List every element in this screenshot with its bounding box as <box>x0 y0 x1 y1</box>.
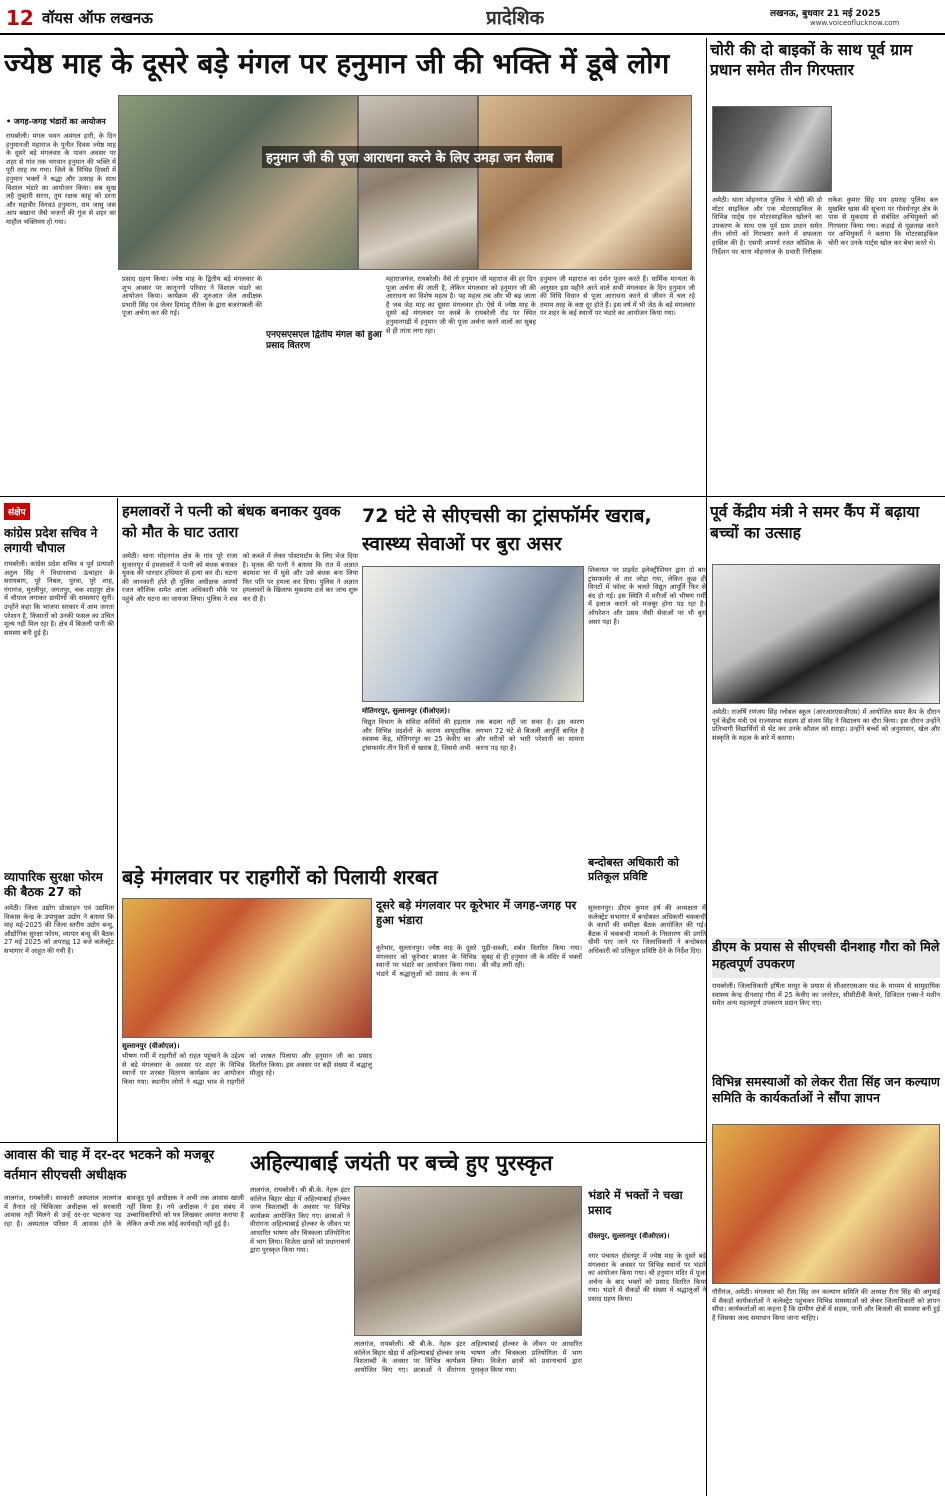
rita-text: गौरीगंज, अमेठी। मंगलवार को रीता सिंह जन कल्याण समिति की अध्यक्ष रीता सिंह की अगुवाई में सैकड़ों कार्यकर्ताओं ने कलेक्ट्रेट पहुंचकर विभिन्न समस्याओं को लेकर जिलाधिकारी को ज्ञापन सौंपा। कार्यकर्ताओं का कहना है कि ग्रामीण क्षेत्रों में सड़क, पानी और बिजली की समस्या बनी हुई है जिसका जल्द समाधान किया जाना चाहिए। <box>712 1288 940 1322</box>
lead-col4: हनुमान जी महाराज का दर्शन पूजन करते हैं। धार्मिक मान्यता के अनुसार इस महीने आने वाले सभी मंगलवार के दिन हनुमान जी की विधि विधान से पूजा आराधना करने से जीवन में चल रहे तमाम तरह के कष्ट दूर होते हैं। इस वर्ष में भी जेठ के बड़े मंगलवार पर शहर के कई स्थानों पर भंडारे का आयोजन किया गया। <box>540 275 695 318</box>
rita-headline: विभिन्न समस्याओं को लेकर रीता सिंह जन कल्याण समिति के कार्यकर्ताओं ने सौंपा ज्ञापन <box>712 1074 940 1105</box>
divider-2 <box>0 1142 706 1143</box>
camp-photo <box>712 564 940 704</box>
transformer-headline: 72 घंटे से सीएचसी का ट्रांसफॉर्मर खराब, स्वास्थ्य सेवाओं पर बुरा असर <box>362 505 652 555</box>
sankshep-h1: कांग्रेस प्रदेश सचिव ने लगायी चौपाल <box>4 526 98 555</box>
dm-headline: डीएम के प्रयास से सीएचसी दीनशाह गौरा को मिले महत्वपूर्ण उपकरण <box>712 938 940 978</box>
sharbat-photo <box>122 898 372 1038</box>
kurebhar-text: कूरेभार, सुल्तानपुर। ज्येष्ठ माह के दूसरे मंगलवार को कूरेभार बाजार के विभिन्न स्थानों पर भंडारे का आयोजन किया गया। भंडारे में श्रद्धालुओं को प्रसाद के रूप में पूड़ी-सब्जी, शर्बत वितरित किया गया। सुबह से ही हनुमान जी के मंदिर में भक्तों की भीड़ लगी रही। <box>376 944 582 978</box>
lead-photo-main <box>118 95 358 270</box>
lead-headline: ज्येष्ठ माह के दूसरे बड़े मंगल पर हनुमान जी की भक्ति में डूबे लोग <box>4 47 670 80</box>
ahilya-photo <box>354 1186 582 1336</box>
chori-photo <box>712 106 832 192</box>
sharbat-text: भीषण गर्मी में राहगीरों को राहत पहुंचाने के उद्देश्य से बड़े मंगलवार के अवसर पर शहर के विभिन्न स्थानों पर शरबत वितरण कार्यक्रम का आयोजन किया गया। स्थानीय लोगों ने श्रद्धा भाव से राहगीरों को शरबत पिलाया और हनुमान जी का प्रसाद वितरित किया। इस अवसर पर बड़ी संख्या में श्रद्धालु मौजूद रहे। <box>122 1052 372 1086</box>
sankshep-t2: अमेठी। जिला उद्योग प्रोत्साहन एवं उद्यमिता विकास केन्द्र के उपायुक्त उद्योग ने बताया कि माह मई-2025 की जिला स्तरीय उद्योग बन्धु, औद्योगिक सुरक्षा फोरम, व्यापार बन्धु की बैठक 27 मई 2025 को अपराह्न 12 बजे कलेक्ट्रेट सभागार में आहूत की गयी है। <box>4 904 114 955</box>
transformer-text2: शिकायत पर प्राइवेट इलेक्ट्रीशियन द्वारा दो बार ट्रांसफार्मर से तार जोड़ा गया, लेकिन कुछ ही मिनटों में फॉल्ट के चलते विद्युत आपूर्ति फिर से बंद हो गई। इस स्थिति में मरीजों को भीषण गर्मी में इलाज कराने को मजबूर होना पड़ रहा है। ऑपरेशन और प्रसव जैसी सेवाओं पर भी बुरा असर पड़ा है। <box>588 566 706 626</box>
section-name: प्रादेशिक <box>486 7 545 29</box>
masthead-url[interactable]: www.voiceoflucknow.com <box>810 19 900 27</box>
page-number: 12 <box>6 6 34 30</box>
sharbat-headline: बड़े मंगलवार पर राहगीरों को पिलायी शरबत <box>122 865 438 889</box>
camp-text: अमेठी। राजर्षि रणंजय सिंह ग्लोबल स्कूल (आरआरएसजीएस) में आयोजित समर कैंप के दौरान पूर्व केंद्रीय मंत्री एवं राज्यसभा सदस्य डॉ संजय सिंह ने विद्यालय का दौरा किया। इस दौरान उन्होंने प्रतिभागी विद्यार्थियों से भेंट कर उनके कौशल को सराहा। उन्होंने बच्चों को अनुशासन, खेल और संस्कृति के महत्व के बारे में बताया। <box>712 708 940 742</box>
bhandara-headline: भंडारे में भक्तों ने चखा प्रसाद <box>588 1188 683 1217</box>
bandobast-headline: बन्दोबस्त अधिकारी को प्रतिकूल प्रविष्टि <box>588 856 679 883</box>
lead-col2: प्रसाद ग्रहण किया। ज्येष्ठ माह के द्वितीय बड़े मंगलवार के शुभ अवसर पर कानूनगो परिवार ने विशाल भंडारे का आयोजन किया। कार्यक्रम की शुरुआत जेल अधीक्षक प्रभारी सिंह एवं जेलर हिमांशु रौतेला के द्वारा बजरंगबली की पूजा अर्चना कर की गई। <box>122 275 262 318</box>
bandhak-headline: हमलावरों ने पत्नी को बंधक बनाकर युवक को मौत के घाट उतारा <box>122 504 341 541</box>
transformer-text: विद्युत विभाग के संविदा कर्मियों की हड़ताल और विभिन्न प्रदर्शनों के कारण सामुदायिक स्वास्थ्य केंद्र, मोतिगरपुर का 25 केवीए का ट्रांसफार्मर तीन दिनों से खराब है, जिससे अभी तक बदला नहीं जा सका है। इस कारण लगभग 72 घंटे से बिजली आपूर्ति बाधित है और मरीजों को भारी परेशानी का सामना करना पड़ रहा है। <box>362 718 584 752</box>
masthead-date: लखनऊ, बुधवार 21 मई 2025 <box>770 9 881 19</box>
bandobast-text: सुल्तानपुर। डीएम कुमार हर्ष की अध्यक्षता में कलेक्ट्रेट सभागार में बन्दोबस्त अधिकारी चकबन्दी के कार्यों की समीक्षा बैठक आयोजित की गई। बैठक में चकबन्दी मामलों के निस्तारण की प्रगति धीमी पाए जाने पर जिलाधिकारी ने बन्दोबस्त अधिकारी को प्रतिकूल प्रविष्टि देने के निर्देश दिए। <box>588 904 706 955</box>
ahilya-headline: अहिल्याबाई जयंती पर बच्चे हुए पुरस्कृत <box>250 1151 553 1175</box>
paper-name: वॉयस ऑफ लखनऊ <box>42 9 153 27</box>
lead-subhead: हनुमान जी की पूजा आराधना करने के लिए उमड़ा जन सैलाब <box>262 146 562 168</box>
lead-photo-2 <box>358 95 478 270</box>
ahilya-text-b: लालगंज, रायबरेली। श्री बी.के. नेहरू इंटर कॉलेज बिहार खेड़ा में अहिल्याबाई होल्कर जन्म त्रिशताब्दी के अवसर पर विभिन्न कार्यक्रम आयोजित किए गए। छात्राओं ने वीरांगना अहिल्याबाई होल्कर के जीवन पर आधारित भाषण और चित्रकला प्रतियोगिता में भाग लिया। विजेता छात्रों को प्रधानाचार्य द्वारा पुरस्कृत किया गया। <box>354 1340 582 1374</box>
bandhak-text: अमेठी। थाना मोहनगंज क्षेत्र के गांव पूरे राजा सुजानपुर में हमलावरों ने पत्नी को बंधक बनाकर युवक की धारदार हथियार से हत्या कर दी। घटना की जानकारी होते ही पुलिस अधीक्षक अपर्णा रजत कौशिक समेत आला अधिकारी मौके पर पहुंचे और घटना का जायजा लिया। पुलिस ने शव को कब्जे में लेकर पोस्टमार्टम के लिए भेज दिया है। मृतक की पत्नी ने बताया कि रात में अज्ञात बदमाश घर में घुसे और उसे बंधक बना लिया फिर पति पर हमला कर दिया। पुलिस ने अज्ञात हमलावरों के खिलाफ मुकदमा दर्ज कर जांच शुरू कर दी है। <box>122 552 358 603</box>
sankshep-label: संक्षेप <box>4 503 30 520</box>
sankshep-sidebar <box>4 500 114 1140</box>
col-rule-2 <box>117 498 118 1142</box>
dm-text: रायबरेली। जिलाधिकारी हर्षिता माथुर के प्रयास से सीआरएसआर फंड के माध्यम से सामुदायिक स्वास्थ्य केन्द्र दीनशाह गौरा में 25 केवीए का जनरेटर, सीसीटीवी कैमरे, डिजिटल एक्स-रे मशीन समेत अन्य महत्वपूर्ण उपकरण प्रदान किए गए। <box>712 982 940 1008</box>
awas-headline: आवास की चाह में दर-दर भटकने को मजबूर वर्तमान सीएचसी अधीक्षक <box>4 1148 215 1183</box>
awas-text: लालगंज, रायबरेली। सरकारी अस्पताल लालगंज में तैनात रहे चिकित्सा अधीक्षक को सरकारी आवास नहीं मिलने से उन्हें दर-दर भटकना पड़ रहा है। अस्पताल परिसर में आवास होने के बावजूद पूर्व अधीक्षक ने अभी तक आवास खाली नहीं किया है। नये अधीक्षक ने इस संबंध में उच्चाधिकारियों को पत्र लिखकर अवगत कराया है लेकिन अभी तक कोई कार्यवाही नहीं हुई है। <box>4 1194 244 1228</box>
masthead <box>0 0 945 34</box>
sankshep-t1: रायबरेली। कांग्रेस प्रदेश सचिव व पूर्व प्रत्याशी अतुल सिंह ने विधानसभा ऊंचाहार के सरायबाग, पूरे निबल, पुरवा, पुरे शाह, गंगागंज, मुरलीपुर, जगतपुर, चक शाहपुर क्षेत्र में चौपाल लगाकर ग्रामीणों की समस्याएं सुनी। उन्होंने कहा कि भाजपा सरकार में आम जनता परेशान है, किसानों को उनकी फसल का उचित मूल्य नहीं मिल रहा है। क्षेत्र में बिजली पानी की समस्या बनी हुई है। <box>4 560 114 637</box>
lead-box-head: एनएसएसएल द्वितीय मंगल को हुआ प्रसाद वितरण <box>266 330 382 351</box>
chori-headline: चोरी की दो बाइकों के साथ पूर्व ग्राम प्रधान समेत तीन गिरफ्तार <box>710 41 913 79</box>
transformer-photo <box>362 566 584 702</box>
masthead-rule <box>0 33 945 35</box>
kurebhar-headline: दूसरे बड़े मंगलवार पर कूरेभार में जगह-जगह पर हुआ भंडारा <box>376 898 577 927</box>
sankshep-h2: व्यापारिक सुरक्षा फोरम की बैठक 27 को <box>4 870 103 899</box>
camp-headline: पूर्व केंद्रीय मंत्री ने समर कैंप में बढ़ाया बच्चों का उत्साह <box>710 503 920 542</box>
lead-col3: महाराजगंज, रायबरेली। वैसे तो हनुमान जी महाराज की हर दिन पूजा अर्चना की जाती है, लेकिन मंगलवार को हनुमान जी की आराधना का विशेष महत्व है। पह महत्व तब और भी बढ़ जाता है जब जेठ माह का दूसरा मंगलवार हो। ऐसे में ज्येष्ठ माह के दूसरे बड़े मंगलवार पर कस्बे के रायबरेली रोड पर स्थित हनुमानगढ़ी में हनुमान जी की पूजा अर्चना करने वालों का सुबह से ही तांता लगा रहा। <box>386 275 536 335</box>
rita-photo <box>712 1124 940 1284</box>
chori-text: अमेठी। थाना मोहनगंज पुलिस ने चोरी की दो मोटर साइकिल और एक मोटरसाइकिल के विभिन्न पार्ट्स एवं मोटरसाइकिल खोलने का उपकरण के साथ एक पूर्व ग्राम प्रधान समेत तीन लोगों को गिरफ्तार करने में सफलता हासिल की है। एसपी अपर्णा रजत कौशिक के निर्देशन पर थाना मोहनगंज के प्रभारी निरीक्षक राकेश कुमार सिंह मय हमराह पुलिस बल मुखबिर खास की सूचना पर गोवर्धनपुर क्षेत्र के पास से मुकदमा से संबंधित अभियुक्तों को गिरफ्तार किया गया। कड़ाई से पूछताछ करने पर अभियुक्तों ने बताया कि मोटरसाइकिल चोरी कर उनके पार्ट्स खोल कर बेचा करते थे। <box>712 196 938 256</box>
ahilya-text: लालगंज, रायबरेली। श्री बी.के. नेहरू इंटर कॉलेज बिहार खेड़ा में अहिल्याबाई होल्कर जन्म त्रिशताब्दी के अवसर पर विभिन्न कार्यक्रम आयोजित किए गए। छात्राओं ने वीरांगना अहिल्याबाई होल्कर के जीवन पर आधारित भाषण और चित्रकला प्रतियोगिता में भाग लिया। विजेता छात्रों को प्रधानाचार्य द्वारा पुरस्कृत किया गया। <box>250 1186 350 1255</box>
sharbat-dateline: सुल्तानपुर (वीओएल)। <box>122 1042 180 1050</box>
col-rule-1 <box>706 38 707 1496</box>
divider-1 <box>0 496 945 497</box>
transformer-dateline: मोतिगरपुर, सुल्तानपुर (वीओएल)। <box>362 707 450 715</box>
lead-col1: रायबरेली। मंगल भवन अमंगल हारी, के दिन हनुमानजी महाराज के पुनीत दिवस ज्येष्ठ माह के दूसरे बड़े मंगलवार के पावन अवसर पर शहर से गांव तक भगवान हनुमान की भक्ति में पूरी तरह रम गया। जिले के विभिन्न हिस्सों में हनुमान भक्तों ने श्रद्धा और उत्साह के साथ विशाल भंडारे का आयोजन किया। सब सुख लहै तुम्हारी सरना, तुम रक्षक काहू को डरना और महावीर विनवउं हनुमाना, राम जासु जस आप बखाना जैसे भजनों की गूंज से शहर का माहौल भक्तिमय हो गया। <box>6 132 116 226</box>
lead-caption: • जगह-जगह भंडारों का आयोजन <box>6 117 106 126</box>
bhandara-dateline: दोस्तपुर, सुल्तानपुर (वीओएल)। <box>588 1232 670 1240</box>
bhandara-text: नगर पंचायत दोस्तपुर में ज्येष्ठ माह के दूसरे बड़े मंगलवार के अवसर पर विभिन्न स्थानों पर भंडारे का आयोजन किया गया। श्री हनुमान मंदिर में पूजा अर्चना के बाद भक्तों को प्रसाद वितरित किया गया। भंडारे में सैकड़ों की संख्या में श्रद्धालुओं ने प्रसाद ग्रहण किया। <box>588 1252 706 1303</box>
lead-photo-3 <box>478 95 692 270</box>
